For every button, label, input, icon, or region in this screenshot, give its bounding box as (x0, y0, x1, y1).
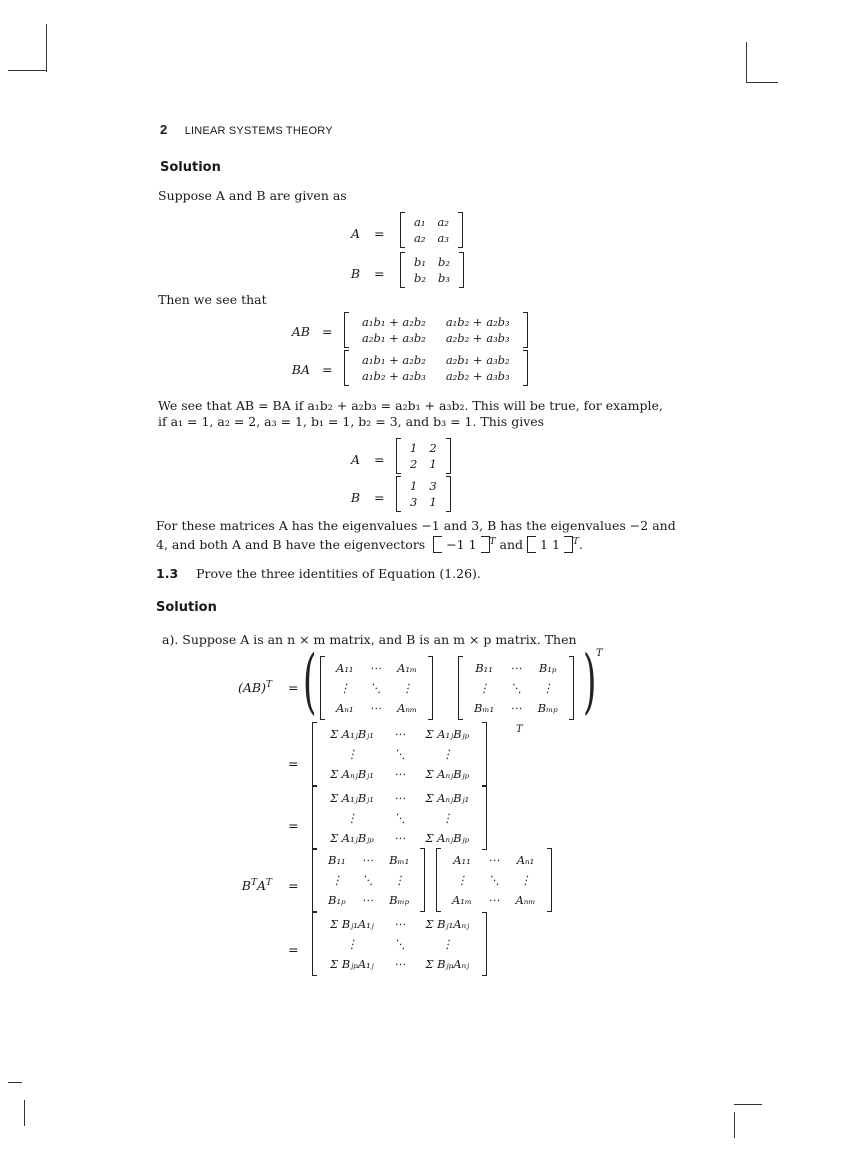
matrix-row (352, 352, 520, 368)
matrix-entry: a₁b₁ + a₂b₂ (362, 315, 426, 329)
matrix-row (352, 368, 520, 384)
crop-mark (746, 82, 778, 83)
matrix-entry: Aₙ₁ (516, 853, 535, 867)
matrix-entry: A₁₁ (453, 853, 471, 867)
condition-line-1: We see that AB = BA if a₁b₂ + a₂b₃ = a₂b₁ + a₃b₂. This will be true, for example, (158, 398, 663, 413)
matrix-row (408, 270, 456, 286)
matrix-entry: Σ A₁ⱼBⱼₚ (425, 727, 470, 741)
matrix-entry: ⋱ (487, 873, 500, 887)
BTAT-B: B (241, 878, 251, 894)
matrix-entry: B₁₁ (475, 661, 493, 675)
matrix-entry: ⋯ (487, 853, 500, 867)
matrix-entry: ⋯ (487, 893, 500, 907)
matrix-entry: ⋮ (441, 937, 454, 951)
equals-sign: = (374, 266, 385, 281)
matrix-row (320, 828, 479, 848)
matrix-entry: Σ AₙⱼBⱼₚ (425, 831, 470, 845)
matrix-entry: ⋯ (361, 893, 374, 907)
matrix-entry: 2 (410, 457, 418, 471)
matrix-row (320, 850, 417, 870)
matrix-row (320, 870, 417, 890)
matrix-entry: Aₙ₁ (336, 701, 354, 715)
eigen-line-2-text: 4, and both A and B have the eigenvectors (156, 537, 426, 553)
part-a-text: a). Suppose A is an n × m matrix, and B is an m × p matrix. Then (162, 632, 577, 647)
matrix-entry: 1 (429, 457, 437, 471)
matrix-entry: ⋮ (401, 681, 413, 695)
equals-sign: = (288, 818, 299, 833)
matrix-entry: Bₘ₁ (474, 701, 495, 715)
equals-sign: = (288, 878, 299, 893)
matrix-A-transpose (436, 848, 552, 912)
matrix-entry: B₁ₚ (328, 893, 346, 907)
matrix-AB (344, 312, 528, 348)
matrix-entry: ⋱ (361, 873, 374, 887)
matrix-entry: ⋯ (510, 661, 522, 675)
matrix-B-transpose (312, 848, 425, 912)
matrix-entry: a₂b₁ + a₃b₂ (445, 353, 510, 367)
matrix-entry: ⋮ (331, 873, 343, 887)
condition-paragraph (158, 398, 678, 430)
matrix-entry: a₁b₂ + a₂b₃ (362, 369, 426, 383)
transpose-mark: T (572, 537, 579, 547)
matrix-entry: ⋯ (393, 767, 406, 781)
matrix-entry: ⋮ (339, 681, 351, 695)
matrix-row (320, 934, 479, 954)
matrix-entry: ⋱ (393, 811, 406, 825)
matrix-entry: ⋮ (441, 811, 454, 825)
matrix-entry: ⋮ (456, 873, 468, 887)
right-paren: ) (582, 640, 597, 722)
matrix-row (404, 478, 443, 494)
matrix-entry: 2 (429, 441, 437, 455)
matrix-sum-product (312, 722, 487, 786)
matrix-entry: B₁ₚ (538, 661, 557, 675)
matrix-entry: Σ Bⱼ₁A₁ⱼ (330, 917, 374, 931)
matrix-entry: Σ A₁ⱼBⱼₚ (330, 831, 374, 845)
matrix-row (404, 494, 443, 510)
page-number: 2 (160, 122, 168, 137)
matrix-row (404, 440, 443, 456)
matrix-entry: Σ A₁ⱼBⱼ₁ (330, 791, 374, 805)
matrix-entry: a₁b₂ + a₂b₃ (445, 315, 510, 329)
matrix-row (328, 698, 425, 718)
matrix-entry: Σ Bⱼ₁Aₙⱼ (425, 917, 470, 931)
condition-line-2: if a₁ = 1, a₂ = 2, a₃ = 1, b₁ = 1, b₂ = 3, and b₃ = 1. This gives (158, 414, 545, 429)
transpose-mark: T (596, 648, 603, 659)
matrix-entry: Bₘ₁ (389, 853, 410, 867)
matrix-entry: ⋯ (393, 791, 406, 805)
matrix-entry: ⋯ (393, 917, 406, 931)
matrix-row (320, 724, 479, 744)
equals-sign: = (288, 756, 299, 771)
crop-mark (46, 24, 47, 72)
problem-number: 1.3 (156, 566, 179, 581)
matrix-entry: ⋮ (346, 747, 358, 761)
eigen-line-2 (156, 534, 676, 553)
eigenvector-2: 1 1 (540, 537, 560, 553)
period: . (578, 537, 583, 553)
matrix-entry: Σ BⱼₚAₙⱼ (425, 957, 470, 971)
matrix-row (352, 314, 520, 330)
matrix-row (320, 744, 479, 764)
matrix-row (408, 214, 455, 230)
solution-heading: Solution (160, 160, 221, 175)
matrix-row (466, 658, 566, 678)
B-label: B (350, 490, 360, 505)
matrix-entry: b₂ (414, 271, 426, 285)
crop-mark (746, 42, 747, 82)
matrix-entry: a₂b₂ + a₃b₃ (445, 331, 510, 345)
eigen-line-1: For these matrices A has the eigenvalues −1 and 3, B has the eigenvalues −2 and (156, 518, 676, 533)
crop-mark (8, 70, 46, 71)
BA-label: BA (291, 362, 310, 377)
matrix-entry: ⋮ (393, 873, 405, 887)
matrix-entry: A₁₁ (336, 661, 354, 675)
intro-text: Suppose A and B are given as (158, 188, 347, 203)
matrix-entry: Σ AₙⱼBⱼₚ (425, 767, 470, 781)
matrix-entry: A₁ₘ (397, 661, 418, 675)
problem-text: Prove the three identities of Equation (1.26). (196, 566, 481, 581)
matrix-entry: ⋱ (369, 681, 382, 695)
BTAT-label (222, 878, 272, 893)
crop-mark (8, 1082, 22, 1083)
matrix-row (444, 870, 544, 890)
matrix-sum-BTAT (312, 912, 487, 976)
matrix-entry: A₁ₘ (452, 893, 472, 907)
matrix-entry: b₂ (437, 255, 450, 269)
matrix-entry: Bₘₚ (537, 701, 558, 715)
ABT-label (222, 680, 272, 695)
matrix-entry: ⋯ (393, 831, 406, 845)
B-label: B (350, 266, 360, 281)
transpose-mark: T (250, 878, 257, 888)
transpose-mark: T (516, 724, 523, 735)
transpose-mark: T (489, 537, 496, 547)
matrix-row (320, 890, 417, 910)
left-paren: ( (302, 640, 317, 722)
A-label: A (350, 226, 360, 241)
matrix-row (328, 658, 425, 678)
matrix-B-general (458, 656, 574, 720)
matrix-entry: 1 (429, 495, 437, 509)
matrix-entry: ⋯ (393, 727, 406, 741)
matrix-entry: a₃ (437, 231, 449, 245)
matrix-entry: B₁₁ (328, 853, 346, 867)
equals-sign: = (322, 324, 333, 339)
equals-sign: = (288, 680, 299, 695)
matrix-entry: ⋱ (393, 747, 406, 761)
matrix-row (320, 914, 479, 934)
matrix-entry: ⋱ (510, 681, 522, 695)
eigenvector-1: −1 1 (446, 537, 477, 553)
matrix-BA (344, 350, 528, 386)
matrix-entry: ⋮ (519, 873, 532, 887)
eigen-paragraph (156, 518, 676, 553)
and-text: and (499, 537, 524, 553)
matrix-row (444, 850, 544, 870)
crop-mark (24, 1100, 25, 1126)
matrix-entry: ⋯ (369, 661, 382, 675)
matrix-entry: a₂b₁ + a₃b₂ (362, 331, 426, 345)
matrix-entry: ⋯ (361, 853, 374, 867)
matrix-entry: ⋮ (541, 681, 554, 695)
A-label: A (350, 452, 360, 467)
matrix-B-symbolic (400, 252, 464, 288)
transpose-mark: T (265, 680, 272, 690)
matrix-A-symbolic (400, 212, 463, 248)
equals-sign: = (374, 226, 385, 241)
solution-heading: Solution (156, 600, 217, 615)
matrix-row (352, 330, 520, 346)
matrix-row (320, 764, 479, 784)
then-text: Then we see that (158, 292, 267, 307)
matrix-entry: Σ AₙⱼBⱼ₁ (330, 767, 374, 781)
equals-sign: = (374, 452, 385, 467)
matrix-row (408, 254, 456, 270)
matrix-row (466, 698, 566, 718)
matrix-row (328, 678, 425, 698)
matrix-entry: Aₙₘ (397, 701, 418, 715)
matrix-entry: a₂ (414, 231, 426, 245)
matrix-entry: Σ A₁ⱼBⱼ₁ (330, 727, 374, 741)
matrix-entry: ⋯ (393, 957, 406, 971)
matrix-row (404, 456, 443, 472)
transpose-mark: T (265, 878, 272, 888)
running-head (160, 122, 333, 137)
matrix-row (320, 788, 479, 808)
BTAT-A: A (256, 878, 266, 894)
matrix-entry: b₃ (437, 271, 450, 285)
ABT-label-text: (AB) (238, 680, 266, 696)
matrix-entry: 1 (410, 441, 418, 455)
matrix-entry: 1 (410, 479, 418, 493)
matrix-entry: a₂ (437, 215, 449, 229)
matrix-entry: ⋮ (478, 681, 490, 695)
matrix-entry: ⋮ (441, 747, 454, 761)
matrix-entry: 3 (429, 479, 437, 493)
AB-label: AB (291, 324, 310, 339)
matrix-row (444, 890, 544, 910)
matrix-row (466, 678, 566, 698)
problem-statement (156, 566, 666, 582)
matrix-row (320, 808, 479, 828)
matrix-entry: Bₘₚ (389, 893, 410, 907)
running-title: LINEAR SYSTEMS THEORY (184, 125, 333, 137)
crop-mark (734, 1112, 735, 1138)
matrix-row (320, 954, 479, 974)
matrix-entry: a₁ (414, 215, 426, 229)
matrix-sum-transposed (312, 786, 487, 850)
matrix-entry: a₁b₁ + a₂b₂ (362, 353, 426, 367)
equals-sign: = (374, 490, 385, 505)
equals-sign: = (288, 942, 299, 957)
matrix-A-general (320, 656, 433, 720)
matrix-entry: ⋮ (346, 937, 358, 951)
matrix-row (408, 230, 455, 246)
equals-sign: = (322, 362, 333, 377)
matrix-entry: Σ BⱼₚA₁ⱼ (330, 957, 374, 971)
matrix-B-numeric (396, 476, 451, 512)
matrix-entry: ⋮ (346, 811, 358, 825)
matrix-entry: b₁ (414, 255, 426, 269)
matrix-entry: ⋯ (510, 701, 522, 715)
matrix-entry: 3 (410, 495, 418, 509)
matrix-entry: a₂b₂ + a₃b₃ (445, 369, 510, 383)
matrix-A-numeric (396, 438, 451, 474)
matrix-entry: Σ AₙⱼBⱼ₁ (425, 791, 470, 805)
matrix-entry: ⋯ (369, 701, 382, 715)
matrix-entry: Aₙₘ (515, 893, 536, 907)
matrix-entry: ⋱ (393, 937, 406, 951)
crop-mark (734, 1104, 762, 1105)
